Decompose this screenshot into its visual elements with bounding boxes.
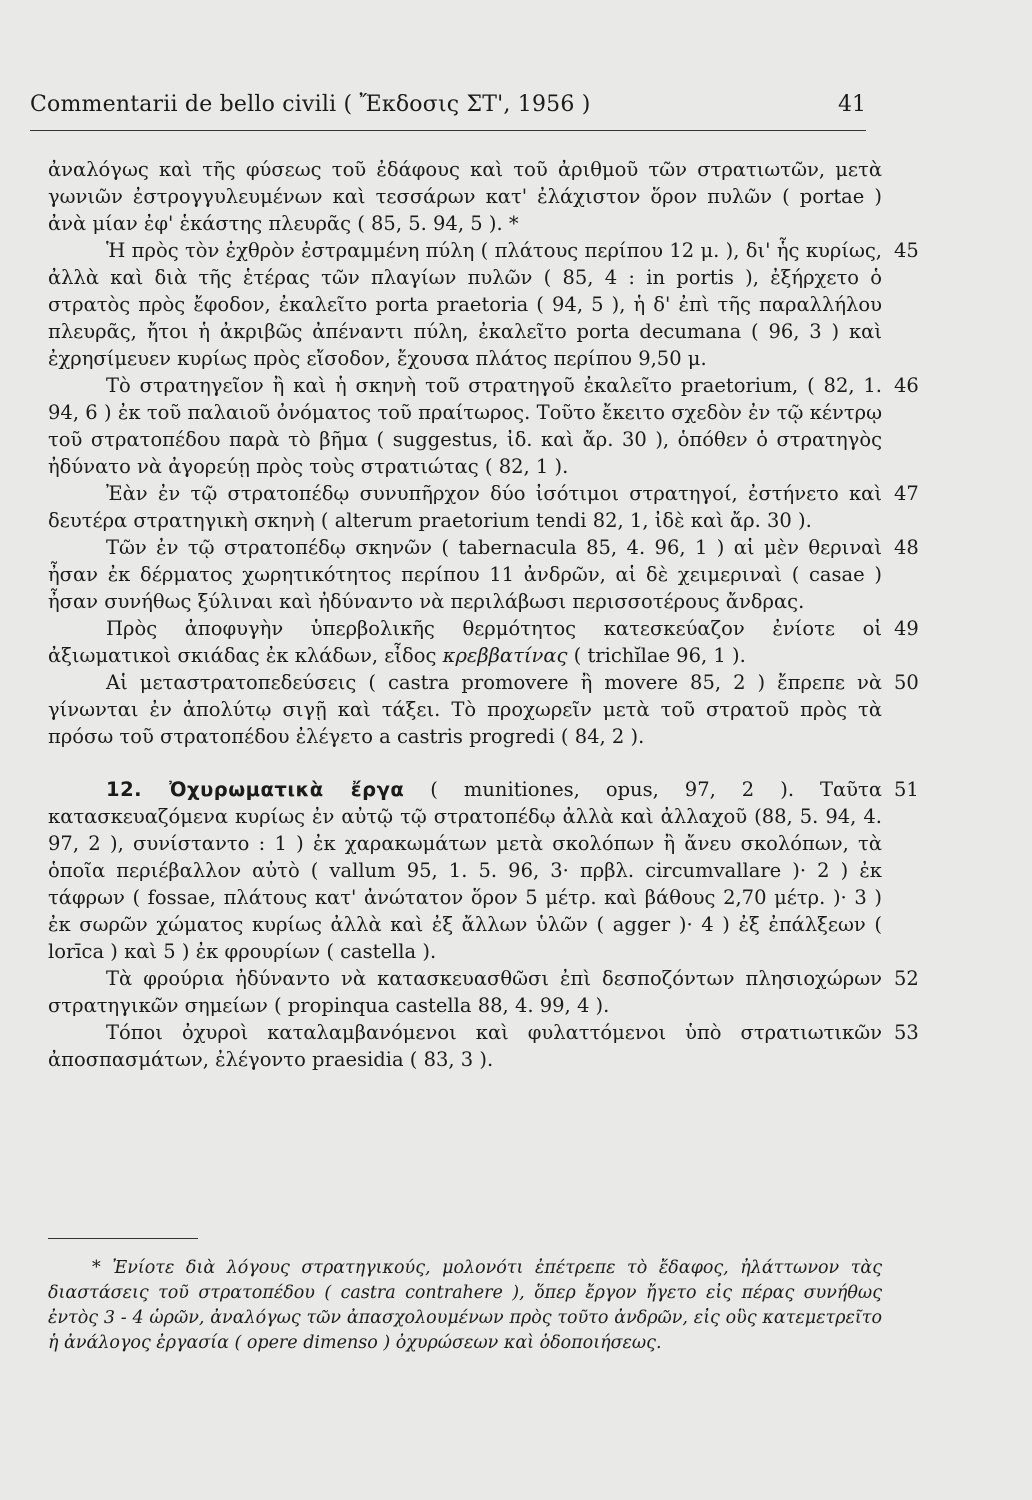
paragraph-49: Πρὸς ἀποφυγὴν ὑπερβολικῆς θερμότητος κατεσκεύαζον ἐνίοτε οἱ ἀξιωματικοὶ σκιάδας ἐκ κλάδων, εἶδος κρεββατίνας ( trichĭlae 96, 1 ). 49 xyxy=(48,615,882,669)
margin-number: 53 xyxy=(894,1021,919,1044)
margin-number: 47 xyxy=(894,482,919,505)
italic-term: κρεββατίνας xyxy=(442,644,568,667)
paragraph-50: Αἱ μεταστρατοπεδεύσεις ( castra promovere ἢ movere 85, 2 ) ἔπρεπε νὰ γίνωνται ἐν ἀπολύτῳ σιγῇ καὶ τάξει. Τὸ προχωρεῖν μετὰ τοῦ στρατοῦ πρὸς τὰ πρόσω τοῦ στρατοπέδου ἐλέγετο a castris progredi ( 84, 2 ). 50 xyxy=(48,669,882,750)
running-header xyxy=(30,90,866,131)
margin-number: 52 xyxy=(894,967,919,990)
page-number: 41 xyxy=(838,92,866,117)
footnote-rule xyxy=(48,1238,198,1239)
paragraph-46: Τὸ στρατηγεῖον ἢ καὶ ἡ σκηνὴ τοῦ στρατηγοῦ ἐκαλεῖτο praetorium, ( 82, 1. 94, 6 ) ἐκ τοῦ παλαιοῦ ὀνόματος τοῦ πραίτωρος. Τοῦτο ἔκειτο σχεδὸν ἐν τῷ κέντρῳ τοῦ στρατοπέδου παρὰ τὸ βῆμα ( suggestus, ἰδ. καὶ ἄρ. 30 ), ὁπόθεν ὁ στρατηγὸς ἠδύνατο νὰ ἀγορεύῃ πρὸς τοὺς στρατιώτας ( 82, 1 ). 46 xyxy=(48,372,882,480)
margin-number: 48 xyxy=(894,536,919,559)
margin-number: 51 xyxy=(894,778,919,801)
paragraph-47: Ἐὰν ἐν τῷ στρατοπέδῳ συνυπῆρχον δύο ἰσότιμοι στρατηγοί, ἐστήνετο καὶ δευτέρα στρατηγικὴ σκηνὴ ( alterum praetorium tendi 82, 1, ἰδὲ καὶ ἄρ. 30 ). 47 xyxy=(48,480,882,534)
header-title: Commentarii de bello civili ( Ἔκδοσις ΣΤ', 1956 ) xyxy=(30,92,591,117)
footnote: * Ἐνίοτε διὰ λόγους στρατηγικούς, μολονότι ἐπέτρεπε τὸ ἔδαφος, ἠλάττωνον τὰς διαστάσεις τοῦ στρατοπέδου ( castra contrahere ), ὅπερ ἔργον ἤγετο εἰς πέρας συνήθως ἐντὸς 3 - 4 ὡρῶν, ἀναλόγως τῶν ἀπασχολουμένων πρὸς τοῦτο ἀνδρῶν, εἰς οὓς κατεμετρεῖτο ἡ ἀνάλογος ἐργασία ( opere dimenso ) ὀχυρώσεων καὶ ὁδοποιήσεως. xyxy=(48,1258,882,1353)
margin-number: 45 xyxy=(894,239,919,262)
paragraph-45: Ἡ πρὸς τὸν ἐχθρὸν ἐστραμμένη πύλη ( πλάτους περίπου 12 μ. ), δι' ἧς κυρίως, ἀλλὰ καὶ διὰ τῆς ἑτέρας τῶν πλαγίων πυλῶν ( 85, 4 : in portis ), ἐξήρχετο ὁ στρατὸς πρὸς ἔφοδον, ἐκαλεῖτο porta praetoria ( 94, 5 ), ἡ δ' ἐπὶ τῆς παραλλήλου πλευρᾶς, ἤτοι ἡ ἀκριβῶς ἀπέναντι πύλη, ἐκαλεῖτο porta decumana ( 96, 3 ) καὶ ἐχρησίμευεν κυρίως πρὸς εἴσοδον, ἔχουσα πλάτος περίπου 9,50 μ. 45 xyxy=(48,237,882,372)
paragraph-51: 12. Ὀχυρωματικὰ ἔργα ( munitiones, opus, 97, 2 ). Ταῦτα κατασκευαζόμενα κυρίως ἐν αὐτῷ τῷ στρατοπέδῳ ἀλλὰ καὶ ἀλλαχοῦ (88, 5. 94, 4. 97, 2 ), συνίσταντο : 1 ) ἐκ χαρακωμάτων μετὰ σκολόπων ἢ ἄνευ σκολόπων, τὰ ὁποῖα περιέβαλλον αὐτὸ ( vallum 95, 1. 5. 96, 3· πρβλ. circumvallare )· 2 ) ἐκ τάφρων ( fossae, πλάτους κατ' ἀνώτατον ὅρον 5 μέτρ. καὶ βάθους 2,70 μέτρ. )· 3 ) ἐκ σωρῶν χώματος κυρίως ἀλλὰ καὶ ἐξ ἄλλων ὑλῶν ( agger )· 4 ) ἐξ ἐπάλξεων ( lorīca ) καὶ 5 ) ἐκ φρουρίων ( castella ). 51 xyxy=(48,776,882,965)
paragraph-52: Τὰ φρούρια ἠδύναντο νὰ κατασκευασθῶσι ἐπὶ δεσποζόντων πλησιοχώρων στρατηγικῶν σημείων ( propinqua castella 88, 4. 99, 4 ). 52 xyxy=(48,965,882,1019)
main-text xyxy=(48,156,919,1073)
margin-number: 50 xyxy=(894,671,919,694)
margin-number: 49 xyxy=(894,617,919,640)
section-heading: 12. Ὀχυρωματικὰ ἔργα xyxy=(106,778,405,801)
paragraph-53: Τόποι ὀχυροὶ καταλαμβανόμενοι καὶ φυλαττόμενοι ὑπὸ στρατιωτικῶν ἀποσπασμάτων, ἐλέγοντο praesidia ( 83, 3 ). 53 xyxy=(48,1019,882,1073)
paragraph-48: Τῶν ἐν τῷ στρατοπέδῳ σκηνῶν ( tabernacula 85, 4. 96, 1 ) αἱ μὲν θεριναὶ ἦσαν ἐκ δέρματος χωρητικότητος περίπου 11 ἀνδρῶν, αἱ δὲ χειμεριναὶ ( casae ) ἦσαν συνήθως ξύλιναι καὶ ἠδύναντο νὰ περιλάβωσι περισσοτέρους ἄνδρας. 48 xyxy=(48,534,882,615)
margin-number: 46 xyxy=(894,374,919,397)
paragraph: ἀναλόγως καὶ τῆς φύσεως τοῦ ἐδάφους καὶ τοῦ ἀριθμοῦ τῶν στρατιωτῶν, μετὰ γωνιῶν ἐστρογγυλευμένων καὶ τεσσάρων κατ' ἐλάχιστον ὅρον πυλῶν ( portae ) ἀνὰ μίαν ἐφ' ἑκάστης πλευρᾶς ( 85, 5. 94, 5 ). * xyxy=(48,158,882,235)
